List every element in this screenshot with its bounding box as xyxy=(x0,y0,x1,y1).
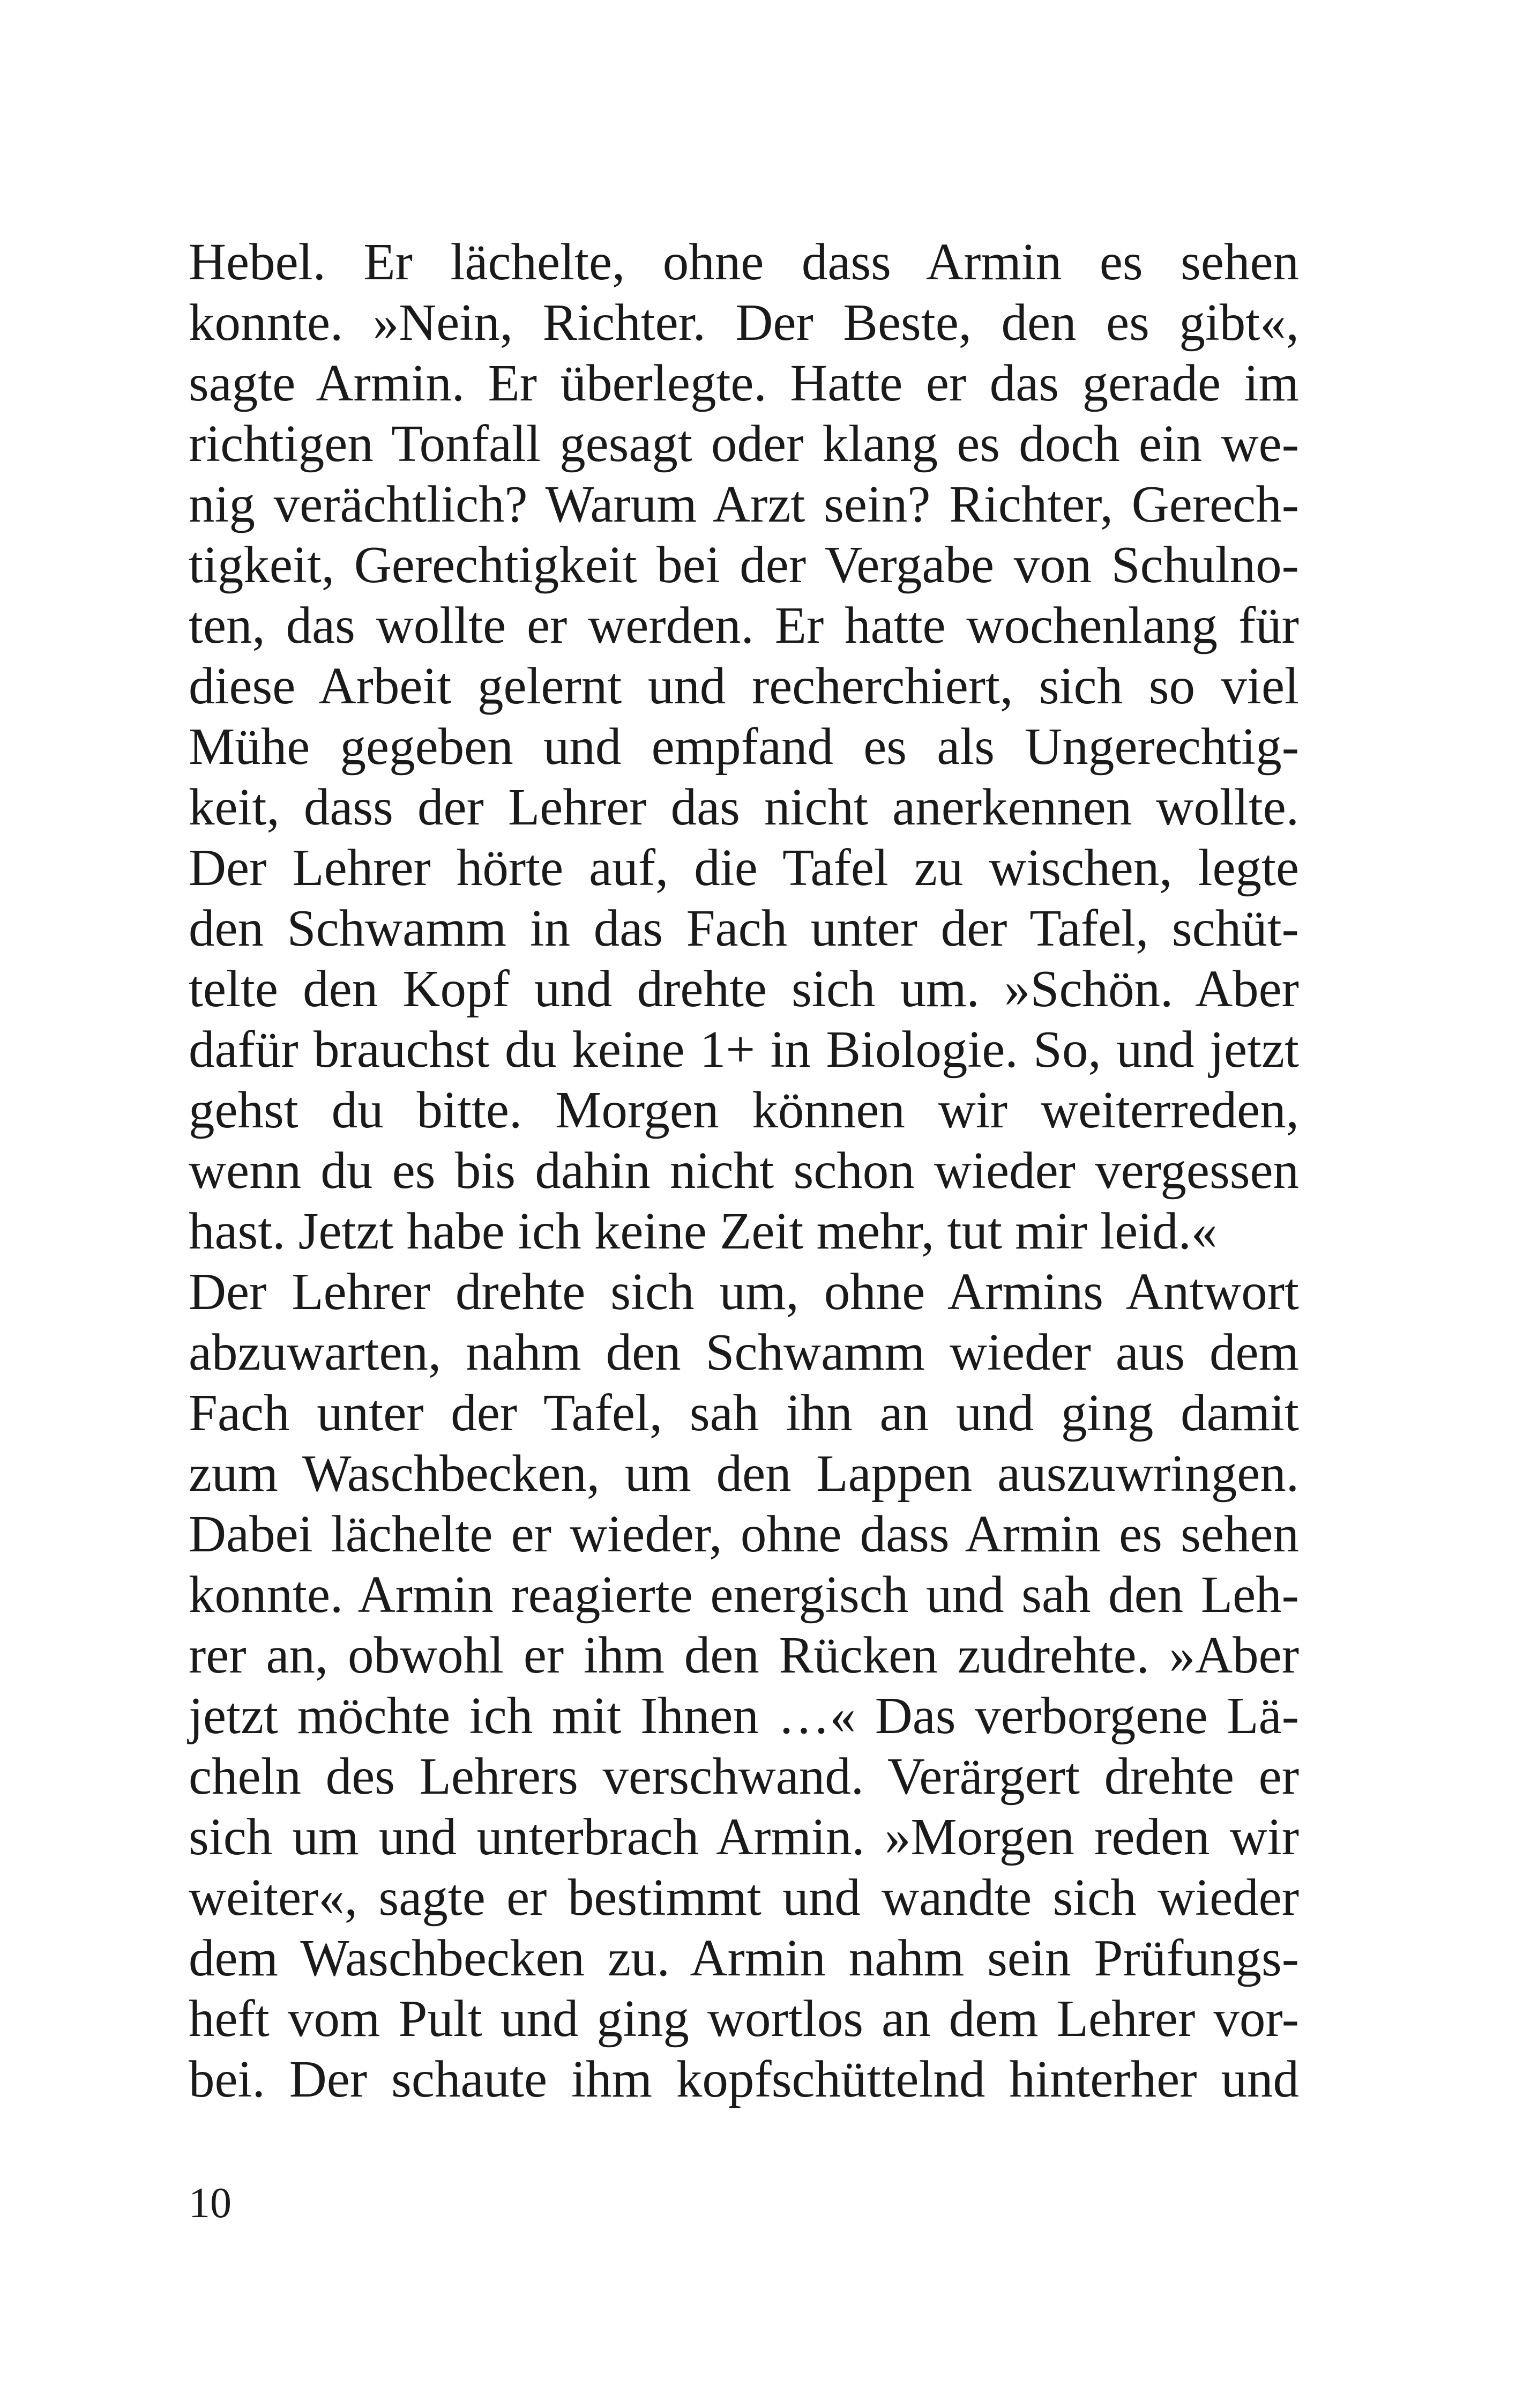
text-line: konnte. »Nein, Richter. Der Beste, den es gibt«, xyxy=(189,294,1299,351)
text-line: sagte Armin. Er überlegte. Hatte er das gerade im xyxy=(189,354,1299,412)
text-line: rer an, obwohl er ihm den Rücken zudrehte. »Aber xyxy=(189,1626,1299,1684)
text-line: Hebel. Er lächelte, ohne dass Armin es sehen xyxy=(189,233,1299,291)
text-line: sich um und unterbrach Armin. »Morgen reden wir xyxy=(189,1808,1299,1866)
text-line: dem Waschbecken zu. Armin nahm sein Prüfungs- xyxy=(189,1929,1299,1987)
text-line: nig verächtlich? Warum Arzt sein? Richter, Gerech- xyxy=(189,475,1299,533)
text-line: abzuwarten, nahm den Schwamm wieder aus dem xyxy=(189,1324,1299,1381)
text-line: den Schwamm in das Fach unter der Tafel, schüt- xyxy=(189,900,1299,957)
text-line: zum Waschbecken, um den Lappen auszuwringen. xyxy=(189,1445,1299,1502)
text-line: Mühe gegeben und empfand es als Ungerechtig- xyxy=(189,718,1299,775)
text-line: dafür brauchst du keine 1+ in Biologie. So, und jetzt xyxy=(189,1021,1299,1078)
text-line: wenn du es bis dahin nicht schon wieder vergessen xyxy=(189,1142,1299,1199)
text-line: weiter«, sagte er bestimmt und wandte sich wieder xyxy=(189,1869,1299,1926)
page-number: 10 xyxy=(189,2180,232,2227)
text-line: hast. Jetzt habe ich keine Zeit mehr, tut mir leid.« xyxy=(189,1202,1218,1260)
text-line: tigkeit, Gerechtigkeit bei der Vergabe von Schulno- xyxy=(189,536,1299,593)
body-text xyxy=(189,232,1299,2109)
text-line: gehst du bitte. Morgen können wir weiterreden, xyxy=(189,1081,1299,1139)
text-line: bei. Der schaute ihm kopfschüttelnd hinterher und xyxy=(189,2050,1299,2108)
text-line: Der Lehrer hörte auf, die Tafel zu wischen, legte xyxy=(189,839,1299,896)
text-line: richtigen Tonfall gesagt oder klang es doch ein we- xyxy=(189,415,1299,472)
text-line: jetzt möchte ich mit Ihnen …« Das verborgene Lä- xyxy=(189,1687,1299,1744)
text-line: Fach unter der Tafel, sah ihn an und ging damit xyxy=(189,1384,1299,1441)
text-line: Dabei lächelte er wieder, ohne dass Armin es sehen xyxy=(189,1505,1299,1563)
text-line: telte den Kopf und drehte sich um. »Schön. Aber xyxy=(189,960,1299,1017)
text-line: ten, das wollte er werden. Er hatte wochenlang für xyxy=(189,597,1299,654)
text-line: konnte. Armin reagierte energisch und sah den Leh- xyxy=(189,1566,1299,1623)
text-line: Der Lehrer drehte sich um, ohne Armins Antwort xyxy=(189,1263,1299,1320)
text-line: heft vom Pult und ging wortlos an dem Lehrer vor- xyxy=(189,1990,1299,2047)
text-line: keit, dass der Lehrer das nicht anerkennen wollte. xyxy=(189,778,1299,836)
text-line: diese Arbeit gelernt und recherchiert, sich so viel xyxy=(189,657,1299,715)
text-line: cheln des Lehrers verschwand. Verärgert drehte er xyxy=(189,1748,1299,1805)
